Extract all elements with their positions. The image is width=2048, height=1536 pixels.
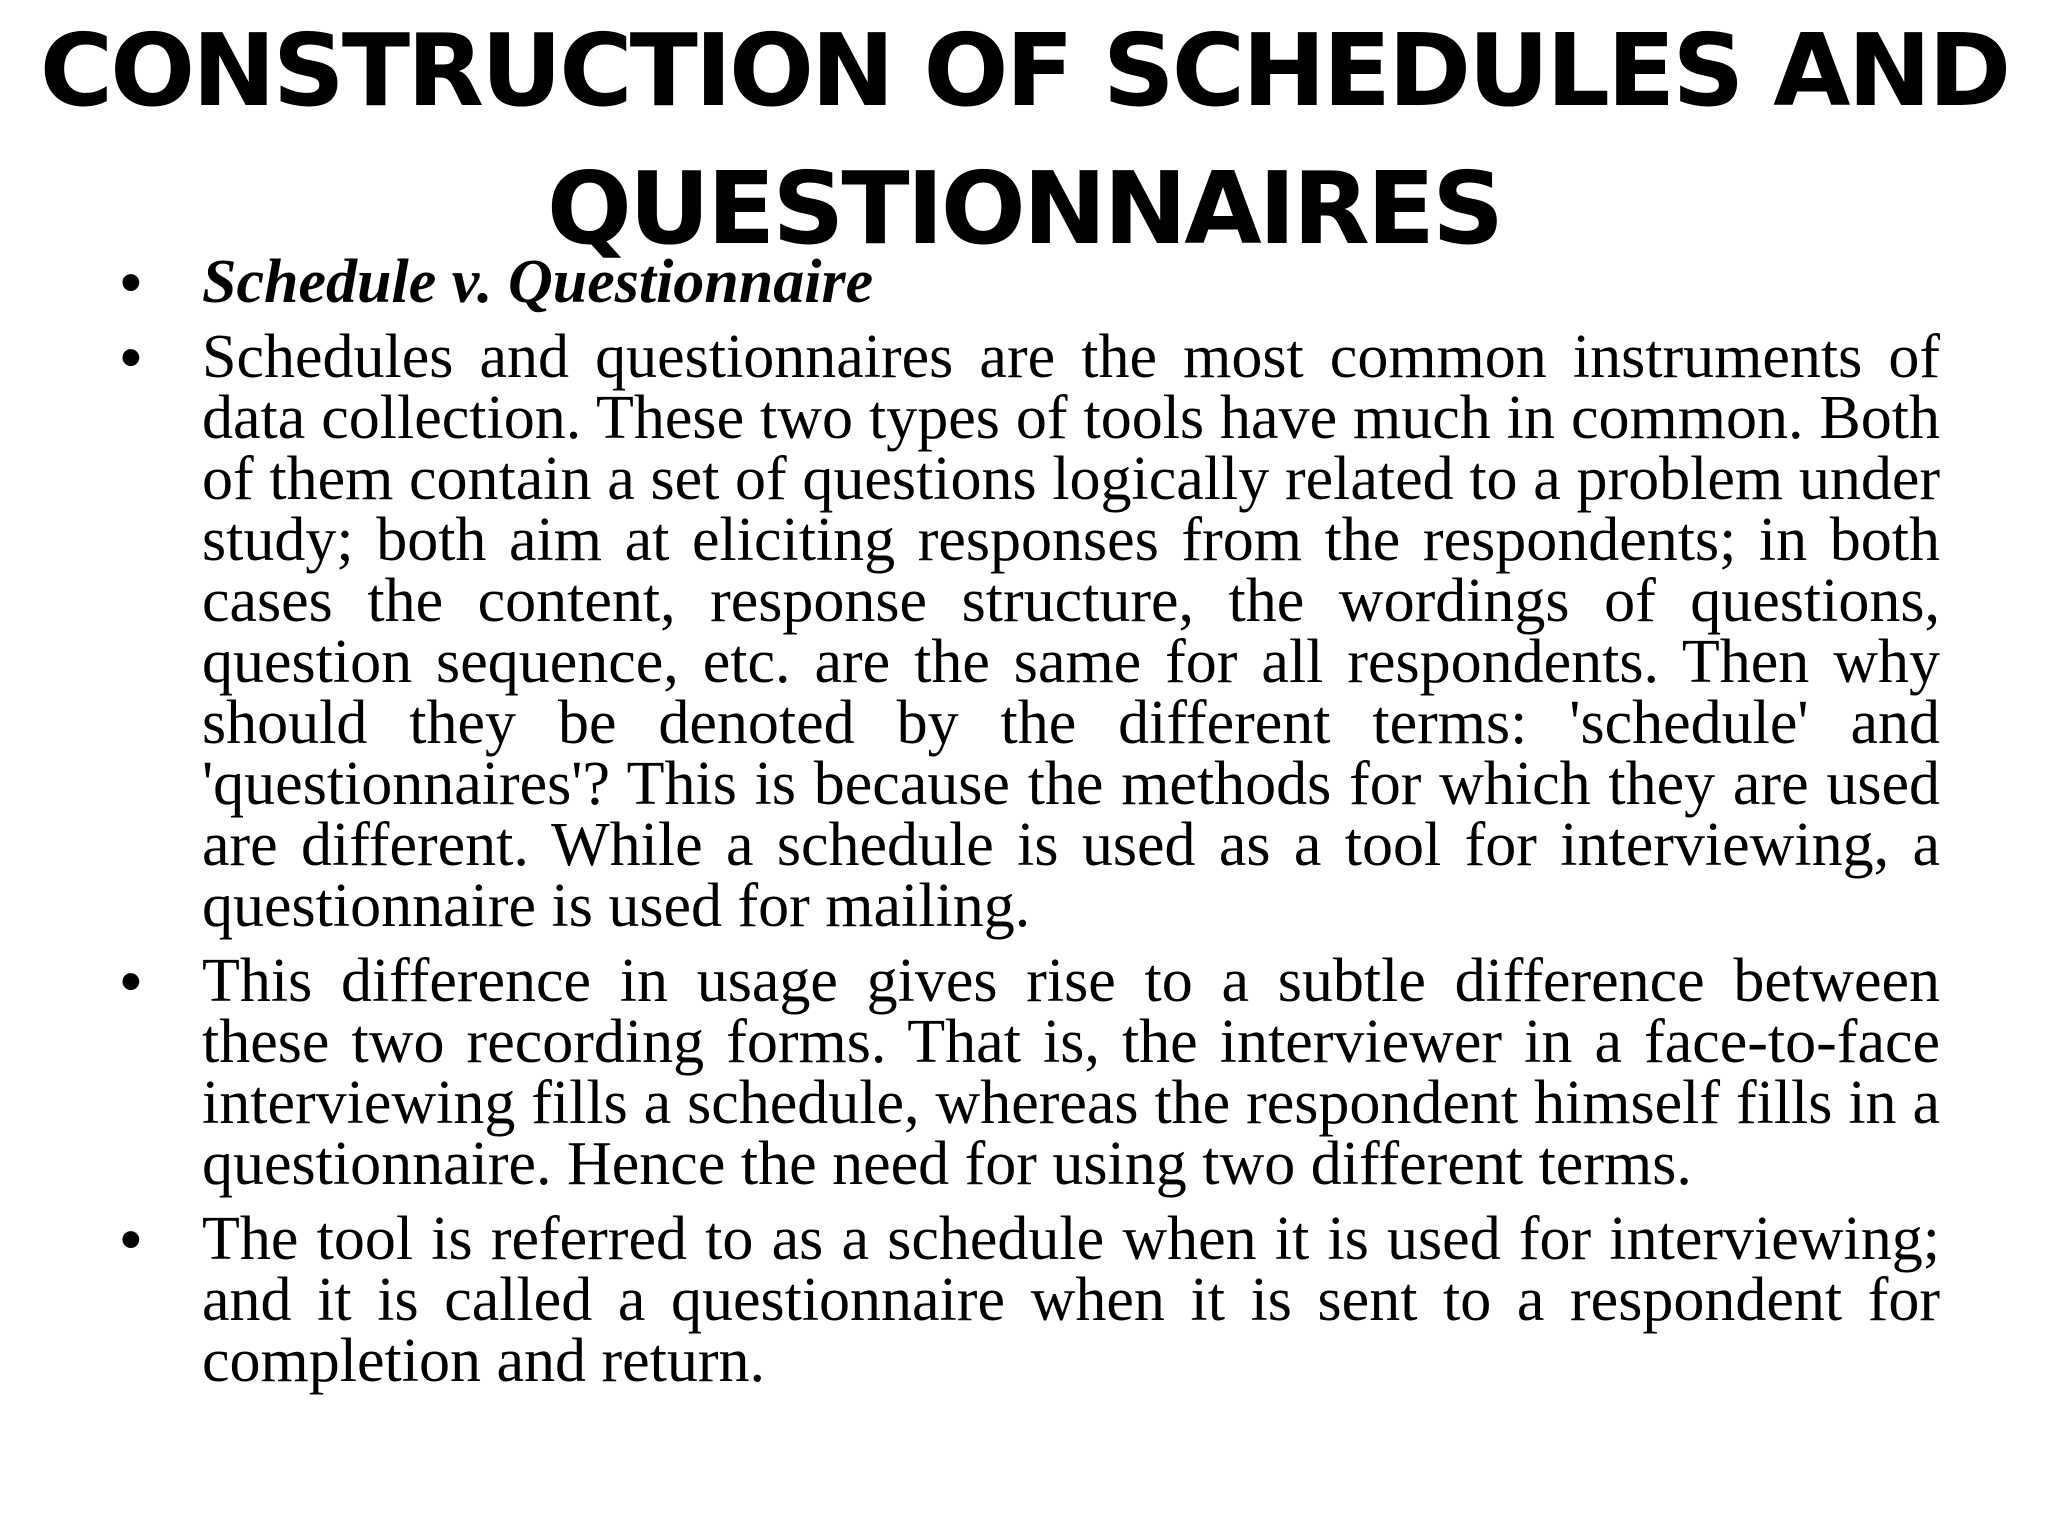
slide-title-line-2: QUESTIONNAIRES (546, 150, 1502, 267)
bullet-text: Schedules and questionnaires are the most common instruments of data collection. These two types of tools have much in common. Both of them contain a set of questions logically related to a problem under study; both aim at eliciting responses from the respondents; in both cases the content, response structure, the wordings of questions, question sequence, etc. are the same for all respondents. Then why should they be denoted by the different terms: 'schedule' and 'questionnaires'? This is because the methods for which they are used are different. While a schedule is used as a tool for interviewing, a questionnaire is used for mailing. (202, 323, 1940, 940)
bullet-text: This difference in usage gives rise to a subtle difference between these two recording forms. That is, the interviewer in a face-to-face interviewing fills a schedule, whereas the respondent himself fills in a questionnaire. Hence the need for using two different terms. (202, 947, 1940, 1198)
slide-title-line-1: CONSTRUCTION OF SCHEDULES AND (39, 12, 2009, 129)
bullet-item-difference (120, 947, 1940, 1198)
bullet-item-subheading (120, 248, 1940, 317)
slide-title (0, 2, 2048, 278)
bullet-icon: • (120, 248, 142, 317)
bullet-subheading-text: Schedule v. Questionnaire (202, 248, 874, 316)
bullet-icon: • (120, 947, 142, 1016)
bullet-text: The tool is referred to as a schedule when it is used for interviewing; and it is called a questionnaire when it is sent to a respondent for completion and return. (202, 1205, 1940, 1395)
bullet-item-usage (120, 1205, 1940, 1395)
bullet-icon: • (120, 1205, 142, 1274)
bullet-icon: • (120, 323, 142, 392)
bullet-list (120, 248, 1940, 1406)
bullet-item-definition (120, 323, 1940, 940)
